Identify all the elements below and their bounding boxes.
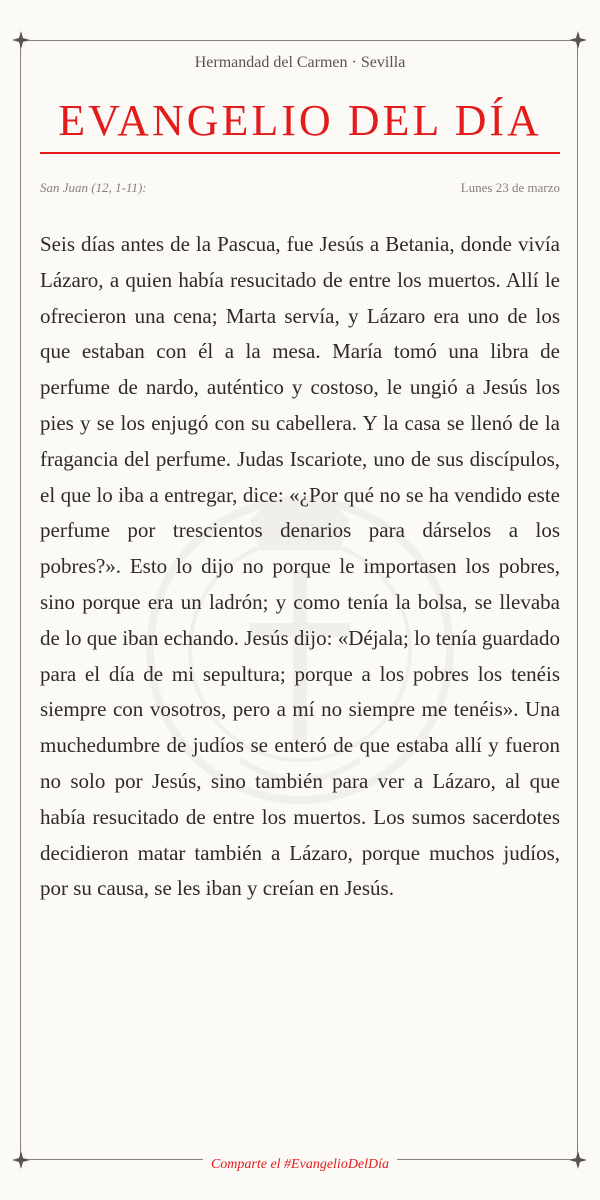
page-title: EVANGELIO DEL DÍA xyxy=(58,96,542,145)
title-divider xyxy=(40,152,560,154)
share-hashtag-text: Comparte el #EvangelioDelDía xyxy=(203,1157,397,1173)
diamond-ornament-icon xyxy=(569,31,587,49)
gospel-date: Lunes 23 de marzo xyxy=(460,180,560,195)
gospel-text: Seis días antes de la Pascua, fue Jesús a Betania, donde vivía Lázaro, a quien había resucitado de entre los muertos. Allí le ofrecieron una cena; Marta servía, y Lázaro era uno de los que estaban con él a la mesa. María tomó una libra de perfume de nardo, auténtico y costoso, le ungió a Jesús los pies y se los enjugó con su cabellera. Y la casa se llenó de la fragancia del perfume. Judas Iscariote, uno de sus discípulos, el que lo iba a entregar, dice: «¿Por qué no se ha vendido este perfume por trescientos denarios para dárselos a los pobres?». Esto lo dijo no porque le importasen los pobres, sino porque era un ladrón; y como tenía la bolsa, se llevaba de lo que iban echando. Jesús dijo: «Déjala; lo tenía guardado para el día de mi sepultura; porque a los pobres los tenéis siempre con vosotros, pero a mí no siempre me tenéis». Una muchedumbre de judíos se enteró de que estaba allí y fueron no solo por Jesús, sino también para ver a Lázaro, al que había resucitado de entre los muertos. Los sumos sacerdotes decidieron matar también a Lázaro, porque muchos judíos, por su causa, se les iban y creían en Jesús. xyxy=(40,232,560,901)
brotherhood-name: Hermandad del Carmen · Sevilla xyxy=(194,54,406,71)
diamond-ornament-icon xyxy=(12,31,30,49)
share-footer xyxy=(0,1157,600,1173)
gospel-reference: San Juan (12, 1-11): xyxy=(40,180,147,195)
